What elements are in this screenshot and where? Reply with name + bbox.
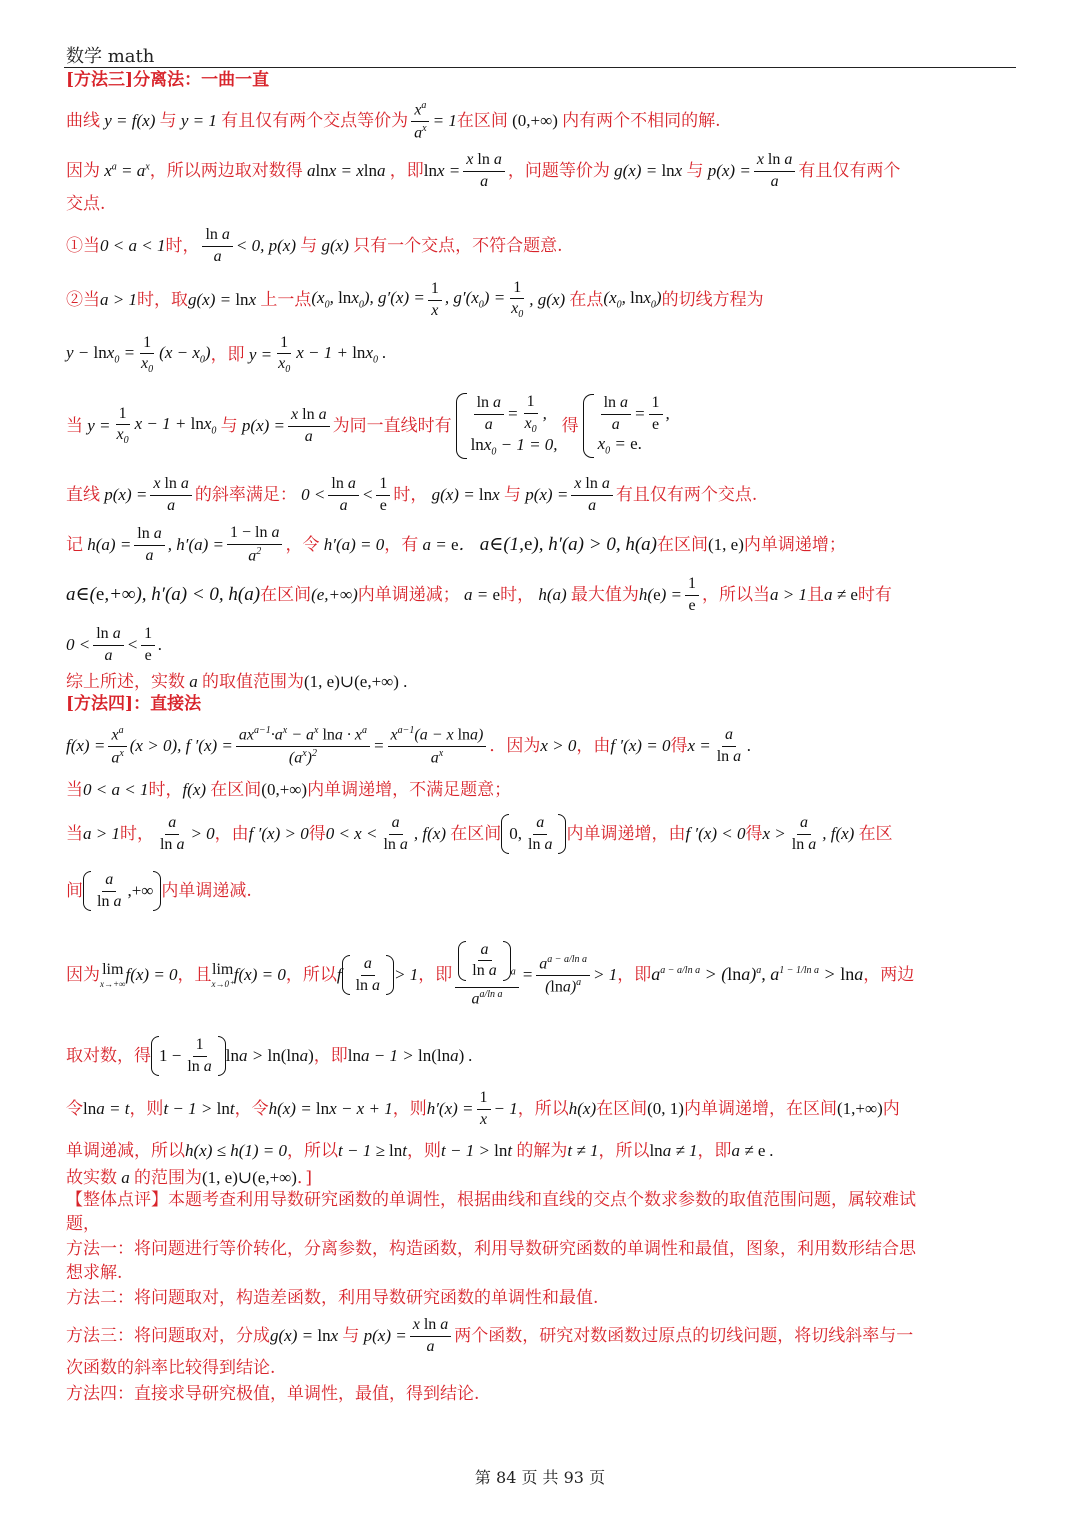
review-method1-cont: 想求解. <box>66 1263 123 1283</box>
m4-t-line: 令 lna = t ，则 t − 1 > lnt ，令 h(x) = lnx − x + 1 ，则 h′(x) = $\frac{1}{x}$ − 1 ，所以 h(x) 在区间 (0, 1) 内单调递增，在区间 (1,+∞) 内 <box>66 1089 900 1128</box>
m4-conclusion: 故实数 a 的范围为 (1, e)∪(e,+∞) ．] <box>66 1167 313 1188</box>
m4-line4: 间 $\frac{a}{\text{ln a}}$ ,+∞ 内单调递减. <box>66 871 252 910</box>
m3-line2: 因为 $x^a = a^x$ ，所以两边取对数得 alnx = xlna ，即 lnx = $\frac{\text{x ln a}}{a}$ ，问题等价为 g(x) = lnx 与 p(x) = $\frac{\text{x ln a}}{a}$ 有且仅有两个 <box>66 151 901 190</box>
m4-limit-line: 因为 lim x→+∞ f(x) = 0 ，且 lim x→0⁺ f(x) = 0 ，所以 f $\frac{a}{\text{ln a}}$ > 1 ，即 $\frac{a}{\text{ln a}}$ $^a$ $a^{a/ln a}$ = $\frac{a^{a - a/ln a}}{(\ln a)^a}$ > 1 ，即 $a^{a - a/ln a} > (\ln a)^a$, $a^{1 - 1/ln a} > \ln a$ ，两边 <box>66 941 915 1008</box>
review-method4: 方法四：直接求导研究极值，单调性，最值，得到结论. <box>66 1384 480 1404</box>
m4-log-line: 取对数，得 1 − $\frac{1}{\text{ln a}}$ lna > ln(lna) ，即 lna − 1 > ln(lna) . <box>66 1036 473 1075</box>
m3-slope-line: 直线 p(x) = $\frac{\text{x ln a}}{a}$ 的斜率满足： 0 < $\frac{\text{ln a}}{a}$ < $\frac{1}{e}$ 时， g(x) = lnx 与 p(x) = $\frac{\text{x ln a}}{a}$ 有且仅有两个交点. <box>66 475 758 514</box>
review-line2: 题， <box>66 1214 100 1234</box>
review-method2: 方法二：将问题取对，构造差函数，利用导数研究函数的单调性和最值. <box>66 1288 599 1308</box>
m3-tangent-line: y − lnx$_0$ = $\frac{1}{x_0}$ $(x - x_0)$ ，即 y = $\frac{1}{x_0}$ x − 1 + lnx$_0$ . <box>66 333 387 376</box>
m3-case2: ②当 a > 1 时，取 g(x) = lnx 上一点 ($x_0$, lnx$_0$), g′(x) = $\frac{1}{x}$ , $g'(x_0)$ = $\frac{1}{x_0}$ , g(x) 在点 ($x_0$, lnx$_0$) 的切线方程为 <box>66 278 764 321</box>
m3-system-line: 当 y = $\frac{1}{x_0}$ x − 1 + lnx$_0$ 与 p(x) = $\frac{\text{x ln a}}{a}$ 为同一直线时有 $\frac{\text{ln a}}{a}$ = $\frac{1}{x_0}$ , lnx$_0$ − 1 = 0, 得 $\frac{\text{ln a}}{a}$ = $\frac{1}{e}$ , $x_0 = e$. <box>66 393 670 458</box>
review-method1: 方法一：将问题进行等价转化，分离参数，构造函数，利用导数研究函数的单调性和最值，图象，利用数形结合思 <box>66 1239 916 1259</box>
method4-title: [方法四]：直接法 <box>66 694 202 714</box>
m3-line1: 曲线 y = f(x) 与 y = 1 有且仅有两个交点等价为 $\frac{x^a}{a^x}$ = 1 在区间 (0,+∞) 内有两个不相同的解. <box>66 99 721 141</box>
m3-h-max-line: a∈(e,+∞), h′(a) < 0, h(a) 在区间 (e,+∞) 内单调递减； a = e 时， h(a) 最大值为 h(e) = $\frac{1}{e}$ ，所以当 a > 1 且 a ≠ e 时有 <box>66 575 892 614</box>
page-header: 数学 math <box>66 46 155 67</box>
review-line1: 【整体点评】本题考查利用导数研究函数的单调性，根据曲线和直线的交点个数求参数的取值范围问题，属较难试 <box>66 1190 916 1210</box>
review-method3: 方法三：将问题取对，分成 g(x) = lnx 与 p(x) = $\frac{\text{x ln a}}{a}$ 两个函数，研究对数函数过原点的切线问题，将切线斜率与一 <box>66 1316 914 1355</box>
m4-line2: 当 0 < a < 1 时， f(x) 在区间 (0,+∞) 内单调递增，不满足题意； <box>66 779 512 800</box>
m3-case1: ①当 0 < a < 1 时， $\frac{\text{ln a}}{a}$ < 0, p(x) 与 g(x) 只有一个交点，不符合题意. <box>66 226 563 265</box>
method3-title: [方法三]分离法：一曲一直 <box>66 70 270 90</box>
m4-line1: f(x) = $\frac{x^a}{a^x}$ (x > 0), f ′(x) = $\frac{ax^{a-1}\cdot a^x - a^x \ln a \cdot x^a}{(a^x)^2}$ = $\frac{x^{a-1}(a - x \ln a)}{a^x}$ ．因为 x > 0 ，由 f ′(x) = 0 得 x = $\frac{a}{\text{ln a}}$ . <box>66 724 752 766</box>
m4-decreasing-line: 单调递减，所以 h(x) ≤ h(1) = 0 ，所以 t − 1 ≥ lnt ，则 t − 1 > lnt 的解为 t ≠ 1 ，所以 lna ≠ 1 ，即 a ≠ e . <box>66 1140 774 1161</box>
review-method3-cont: 次函数的斜率比较得到结论. <box>66 1358 276 1378</box>
m4-line3: 当 a > 1 时， $\frac{a}{\text{ln a}}$ > 0 ，由 f ′(x) > 0 得 0 < x < $\frac{a}{\text{ln a}}$ , f(x) 在区间 0, $\frac{a}{\text{ln a}}$ 内单调递增，由 f ′(x) < 0 得 x > $\frac{a}{\text{ln a}}$ , f(x) 在区 <box>66 814 893 853</box>
header-rule <box>64 67 1016 68</box>
m3-inequality: 0 < $\frac{\text{ln a}}{a}$ < $\frac{1}{e}$ . <box>66 625 163 664</box>
page-footer: 第 84 页 共 93 页 <box>474 1468 606 1487</box>
m3-line3: 交点. <box>66 194 106 214</box>
m3-h-def-line: 记 h(a) = $\frac{\text{ln a}}{a}$ , h′(a) = $\frac{\text{1 − ln a}}{a^2}$ ，令 h′(a) = 0 ，有 a = e． a∈(1,e), h′(a) > 0, h(a) 在区间 (1, e) 内单调递增； <box>66 524 846 565</box>
m3-conclusion: 综上所述，实数 a 的取值范围为 (1, e)∪(e,+∞) . <box>66 671 408 692</box>
solution-content <box>66 70 1016 1408</box>
